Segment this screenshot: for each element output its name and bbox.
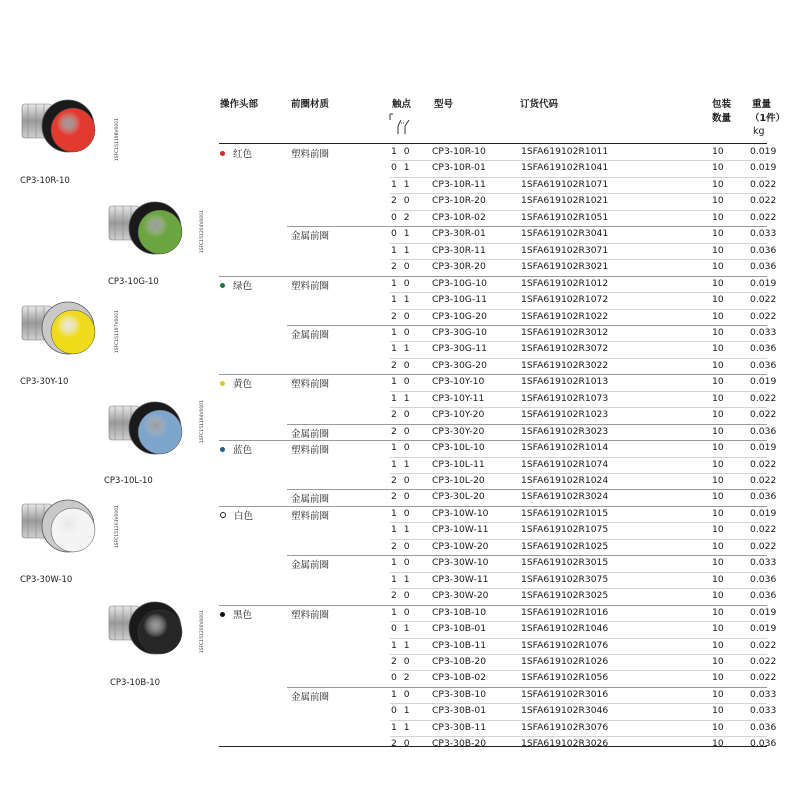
table-bottom-rule [219,746,767,747]
color-group-label: 红色 [220,146,252,160]
bezel-group-label: 金属前圈 [291,329,330,341]
order-code-cell: 1SFA619102R1015 [521,507,609,519]
bezel-group-label: 塑料前圈 [291,609,330,621]
order-code-cell: 1SFA619102R3025 [521,590,609,602]
weight-cell: 0.022 [750,475,777,486]
table-row [219,292,777,308]
model-cell: CP3-10W-20 [432,540,489,552]
weight-cell: 0.022 [750,639,777,651]
table-row [219,572,777,588]
pack-qty-cell: 10 [712,343,724,355]
order-code-cell: 1SFA619102R1071 [521,178,609,190]
pack-qty-cell: 10 [712,146,724,157]
pack-qty-cell: 10 [712,392,724,404]
weight-cell: 0.019 [750,146,777,157]
pack-qty-cell: 10 [712,688,724,700]
color-dot-icon [220,612,225,617]
model-cell: CP3-10G-10 [432,277,487,289]
contact-cell: 1 1 [391,458,412,470]
table-row [219,473,777,489]
order-code-cell: 1SFA619102R3022 [521,359,609,371]
order-code-cell: 1SFA619102R3075 [521,573,609,585]
color-group-label: 白色 [220,508,253,522]
pack-qty-cell: 10 [712,655,724,667]
weight-cell: 0.036 [750,590,777,602]
pack-qty-cell: 10 [712,261,724,273]
photo-caption: CP3-10B-10 [110,678,161,688]
pack-qty-cell: 10 [712,425,724,437]
model-cell: CP3-30Y-20 [432,425,485,437]
table-row [219,703,777,719]
contact-cell: 1 0 [391,277,412,289]
table-row [219,210,777,226]
model-cell: CP3-10Y-11 [432,392,485,404]
pack-qty-cell: 10 [712,442,724,454]
header-pack-qty-1: 包装 [712,99,732,110]
header-weight-1: 重量 [752,99,772,110]
header-pack-qty-2: 数量 [712,113,732,124]
contact-cell: 2 0 [391,738,412,750]
contact-cell: 1 0 [391,442,412,454]
order-code-cell: 1SFA619102R3071 [521,244,609,256]
weight-cell: 0.033 [750,228,777,240]
contact-cell: 1 1 [391,294,412,306]
pushbutton-photo-icon [18,90,108,170]
order-code-cell: 1SFA619102R1025 [521,540,609,552]
weight-cell: 0.019 [750,606,777,618]
pack-qty-cell: 10 [712,491,724,503]
pack-qty-cell: 10 [712,524,724,536]
model-cell: CP3-30G-10 [432,326,487,338]
order-code-cell: 1SFA619102R1022 [521,310,609,322]
bezel-group-label: 塑料前圈 [291,280,330,292]
model-cell: CP3-10L-20 [432,475,485,486]
photo-caption: CP3-10R-10 [20,176,70,186]
order-code-cell: 1SFA619102R1024 [521,475,609,486]
contact-cell: 1 0 [391,688,412,700]
contact-cell: 2 0 [391,261,412,273]
pack-qty-cell: 10 [712,475,724,486]
pack-qty-cell: 10 [712,277,724,289]
weight-cell: 0.033 [750,705,777,717]
header-bezel-material: 前圈材质 [291,99,330,110]
photo-caption: CP3-10G-10 [108,277,159,287]
model-cell: CP3-30W-11 [432,573,489,585]
bezel-group-label: 金属前圈 [291,428,330,440]
weight-cell: 0.036 [750,261,777,273]
table-row [219,243,777,259]
table-row [219,358,777,374]
pushbutton-photo-icon [105,592,195,672]
order-code-cell: 1SFA619102R3076 [521,721,609,733]
color-dot-icon [220,512,226,518]
order-code-cell: 1SFA619102R3072 [521,343,609,355]
contact-cell: 0 1 [391,162,412,174]
pack-qty-cell: 10 [712,721,724,733]
order-code-cell: 1SFA619102R1023 [521,409,609,421]
photo-caption: CP3-30W-10 [20,575,73,585]
contact-cell: 1 1 [391,178,412,190]
contact-cell: 0 1 [391,623,412,635]
weight-cell: 0.019 [750,507,777,519]
pack-qty-cell: 10 [712,294,724,306]
table-row [219,638,777,654]
pack-qty-cell: 10 [712,458,724,470]
table-row [219,670,777,686]
model-cell: CP3-10R-20 [432,195,486,207]
header-operating-head: 操作头部 [220,99,259,110]
weight-cell: 0.033 [750,557,777,569]
model-cell: CP3-30W-10 [432,557,489,569]
photo-code: 1SFC151203V0001 [115,505,120,549]
model-cell: CP3-30R-01 [432,228,486,240]
table-row [219,654,777,670]
bezel-group-label: 塑料前圈 [291,445,330,457]
pack-qty-cell: 10 [712,228,724,240]
contact-cell: 2 0 [391,310,412,322]
contact-cell: 2 0 [391,359,412,371]
contact-cell: 0 1 [391,705,412,717]
weight-cell: 0.022 [750,310,777,322]
order-code-cell: 1SFA619102R3024 [521,491,609,503]
order-code-cell: 1SFA619102R1072 [521,294,609,306]
contact-cell: 1 1 [391,639,412,651]
order-code-cell: 1SFA619102R1073 [521,392,609,404]
model-cell: CP3-10W-10 [432,507,489,519]
pushbutton-photo-icon [18,292,108,372]
pack-qty-cell: 10 [712,573,724,585]
weight-cell: 0.022 [750,392,777,404]
table-row [219,391,777,407]
model-cell: CP3-10L-10 [432,442,485,454]
header-order-code: 订货代码 [520,99,559,110]
table-row [219,193,777,209]
bezel-group-label: 塑料前圈 [291,379,330,391]
model-cell: CP3-10R-02 [432,211,486,223]
model-cell: CP3-10B-02 [432,672,487,684]
photo-caption: CP3-30Y-10 [20,377,69,387]
model-cell: CP3-10G-11 [432,294,487,306]
pack-qty-cell: 10 [712,310,724,322]
model-cell: CP3-10B-10 [432,606,487,618]
contact-cell: 0 1 [391,228,412,240]
order-code-cell: 1SFA619102R1014 [521,442,609,454]
contact-cell: 1 1 [391,343,412,355]
color-group-label: 蓝色 [220,442,252,456]
order-code-cell: 1SFA619102R1041 [521,162,609,174]
contact-cell: 2 0 [391,540,412,552]
order-code-cell: 1SFA619102R3021 [521,261,609,273]
contact-cell: 1 1 [391,721,412,733]
weight-cell: 0.036 [750,244,777,256]
contact-symbol-icon [388,110,414,136]
color-dot-icon [220,283,225,288]
table-row [219,457,777,473]
weight-cell: 0.019 [750,162,777,174]
pack-qty-cell: 10 [712,705,724,717]
bezel-group-label: 金属前圈 [291,231,330,243]
table-row [219,736,777,752]
table-row [219,522,777,538]
model-cell: CP3-30B-01 [432,705,487,717]
weight-cell: 0.036 [750,573,777,585]
photo-caption: CP3-10L-10 [104,476,153,486]
pack-qty-cell: 10 [712,738,724,750]
weight-cell: 0.036 [750,359,777,371]
pack-qty-cell: 10 [712,557,724,569]
model-cell: CP3-30G-20 [432,359,487,371]
color-dot-icon [220,381,225,386]
order-code-cell: 1SFA619102R3026 [521,738,609,750]
order-code-cell: 1SFA619102R1012 [521,277,609,289]
pack-qty-cell: 10 [712,623,724,635]
contact-cell: 2 0 [391,655,412,667]
order-code-cell: 1SFA619102R1076 [521,639,609,651]
bezel-group-label: 塑料前圈 [291,149,330,160]
contact-cell: 2 0 [391,425,412,437]
order-code-cell: 1SFA619102R1051 [521,211,609,223]
order-code-cell: 1SFA619102R1026 [521,655,609,667]
model-cell: CP3-10G-20 [432,310,487,322]
pack-qty-cell: 10 [712,195,724,207]
color-dot-icon [220,151,225,156]
order-code-cell: 1SFA619102R1056 [521,672,609,684]
table-row [219,407,777,423]
order-code-cell: 1SFA619102R3016 [521,688,609,700]
table-row [219,539,777,555]
contact-cell: 1 0 [391,326,412,338]
pack-qty-cell: 10 [712,409,724,421]
model-cell: CP3-30B-10 [432,688,487,700]
order-code-cell: 1SFA619102R1016 [521,606,609,618]
pack-qty-cell: 10 [712,162,724,174]
table-row [219,177,777,193]
pack-qty-cell: 10 [712,178,724,190]
weight-cell: 0.022 [750,409,777,421]
weight-cell: 0.022 [750,672,777,684]
order-code-cell: 1SFA619102R3046 [521,705,609,717]
weight-cell: 0.022 [750,524,777,536]
photo-code: 1SFC151197V0001 [115,310,120,354]
color-group-label: 黑色 [220,607,252,621]
model-cell: CP3-10R-10 [432,146,486,157]
bezel-group-label: 塑料前圈 [291,510,330,522]
weight-cell: 0.022 [750,458,777,470]
bezel-group-label: 金属前圈 [291,691,330,703]
contact-cell: 2 0 [391,475,412,486]
model-cell: CP3-10B-01 [432,623,487,635]
model-cell: CP3-10W-11 [432,524,489,536]
order-code-cell: 1SFA619102R1021 [521,195,609,207]
photo-code: 1SFC151194V0001 [200,400,205,444]
contact-cell: 1 0 [391,557,412,569]
weight-cell: 0.033 [750,688,777,700]
weight-cell: 0.019 [750,277,777,289]
weight-cell: 0.022 [750,178,777,190]
contact-cell: 1 1 [391,524,412,536]
pack-qty-cell: 10 [712,359,724,371]
table-row [219,341,777,357]
color-group-label: 黄色 [220,376,252,390]
weight-cell: 0.022 [750,655,777,667]
model-cell: CP3-30G-11 [432,343,487,355]
pack-qty-cell: 10 [712,326,724,338]
pushbutton-photo-icon [18,490,108,570]
model-cell: CP3-10B-11 [432,639,487,651]
pack-qty-cell: 10 [712,672,724,684]
bezel-group-label: 金属前圈 [291,560,330,572]
weight-cell: 0.036 [750,343,777,355]
contact-cell: 2 0 [391,195,412,207]
model-cell: CP3-30W-20 [432,590,489,602]
weight-cell: 0.036 [750,425,777,437]
weight-cell: 0.036 [750,721,777,733]
table-row [219,259,777,275]
contact-cell: 0 2 [391,672,412,684]
order-code-cell: 1SFA619102R3041 [521,228,609,240]
header-model: 型号 [434,99,454,110]
contact-cell: 1 0 [391,146,412,157]
order-code-cell: 1SFA619102R1013 [521,376,609,388]
table-row [219,621,777,637]
model-cell: CP3-10Y-20 [432,409,485,421]
model-cell: CP3-10L-11 [432,458,485,470]
model-cell: CP3-10R-11 [432,178,486,190]
contact-cell: 2 0 [391,590,412,602]
pushbutton-photo-icon [105,192,195,272]
contact-cell: 0 2 [391,211,412,223]
weight-cell: 0.036 [750,491,777,503]
order-code-cell: 1SFA619102R3012 [521,326,609,338]
model-cell: CP3-10R-01 [432,162,486,174]
weight-cell: 0.019 [750,623,777,635]
contact-cell: 1 1 [391,392,412,404]
model-cell: CP3-30R-11 [432,244,486,256]
table-row [219,588,777,604]
bezel-group-label: 金属前圈 [291,494,330,506]
order-code-cell: 1SFA619102R1011 [521,146,609,157]
weight-cell: 0.033 [750,326,777,338]
pack-qty-cell: 10 [712,606,724,618]
table-row [219,720,777,736]
pushbutton-photo-icon [105,392,195,472]
model-cell: CP3-30B-20 [432,738,487,750]
header-weight-unit: kg [753,126,765,137]
table-row [219,160,777,176]
pack-qty-cell: 10 [712,639,724,651]
order-code-cell: 1SFA619102R3023 [521,425,609,437]
contact-cell: 1 1 [391,573,412,585]
pack-qty-cell: 10 [712,507,724,519]
pack-qty-cell: 10 [712,590,724,602]
weight-cell: 0.022 [750,195,777,207]
pack-qty-cell: 10 [712,244,724,256]
model-cell: CP3-30L-20 [432,491,485,503]
order-code-cell: 1SFA619102R3015 [521,557,609,569]
weight-cell: 0.022 [750,294,777,306]
color-dot-icon [220,447,225,452]
weight-cell: 0.022 [750,540,777,552]
photo-code: 1SFC151204V0001 [200,210,205,254]
model-cell: CP3-30B-11 [432,721,487,733]
contact-cell: 1 1 [391,244,412,256]
table-row [219,309,777,325]
header-weight-2: （1件） [750,113,786,124]
header-contacts: 触点 [392,99,412,110]
photo-code: 1SFC151198V0001 [115,118,120,162]
model-cell: CP3-10Y-10 [432,376,485,388]
contact-cell: 1 0 [391,606,412,618]
order-code-cell: 1SFA619102R1074 [521,458,609,470]
weight-cell: 0.019 [750,376,777,388]
pack-qty-cell: 10 [712,376,724,388]
order-code-cell: 1SFA619102R1046 [521,623,609,635]
color-group-label: 绿色 [220,278,252,292]
weight-cell: 0.036 [750,738,777,750]
photo-code: 1SFC151200V0001 [200,610,205,654]
model-cell: CP3-10B-20 [432,655,487,667]
order-code-cell: 1SFA619102R1075 [521,524,609,536]
contact-cell: 1 0 [391,507,412,519]
weight-cell: 0.022 [750,211,777,223]
pack-qty-cell: 10 [712,211,724,223]
pack-qty-cell: 10 [712,540,724,552]
model-cell: CP3-30R-20 [432,261,486,273]
contact-cell: 1 0 [391,376,412,388]
weight-cell: 0.019 [750,442,777,454]
contact-cell: 2 0 [391,491,412,503]
contact-cell: 2 0 [391,409,412,421]
